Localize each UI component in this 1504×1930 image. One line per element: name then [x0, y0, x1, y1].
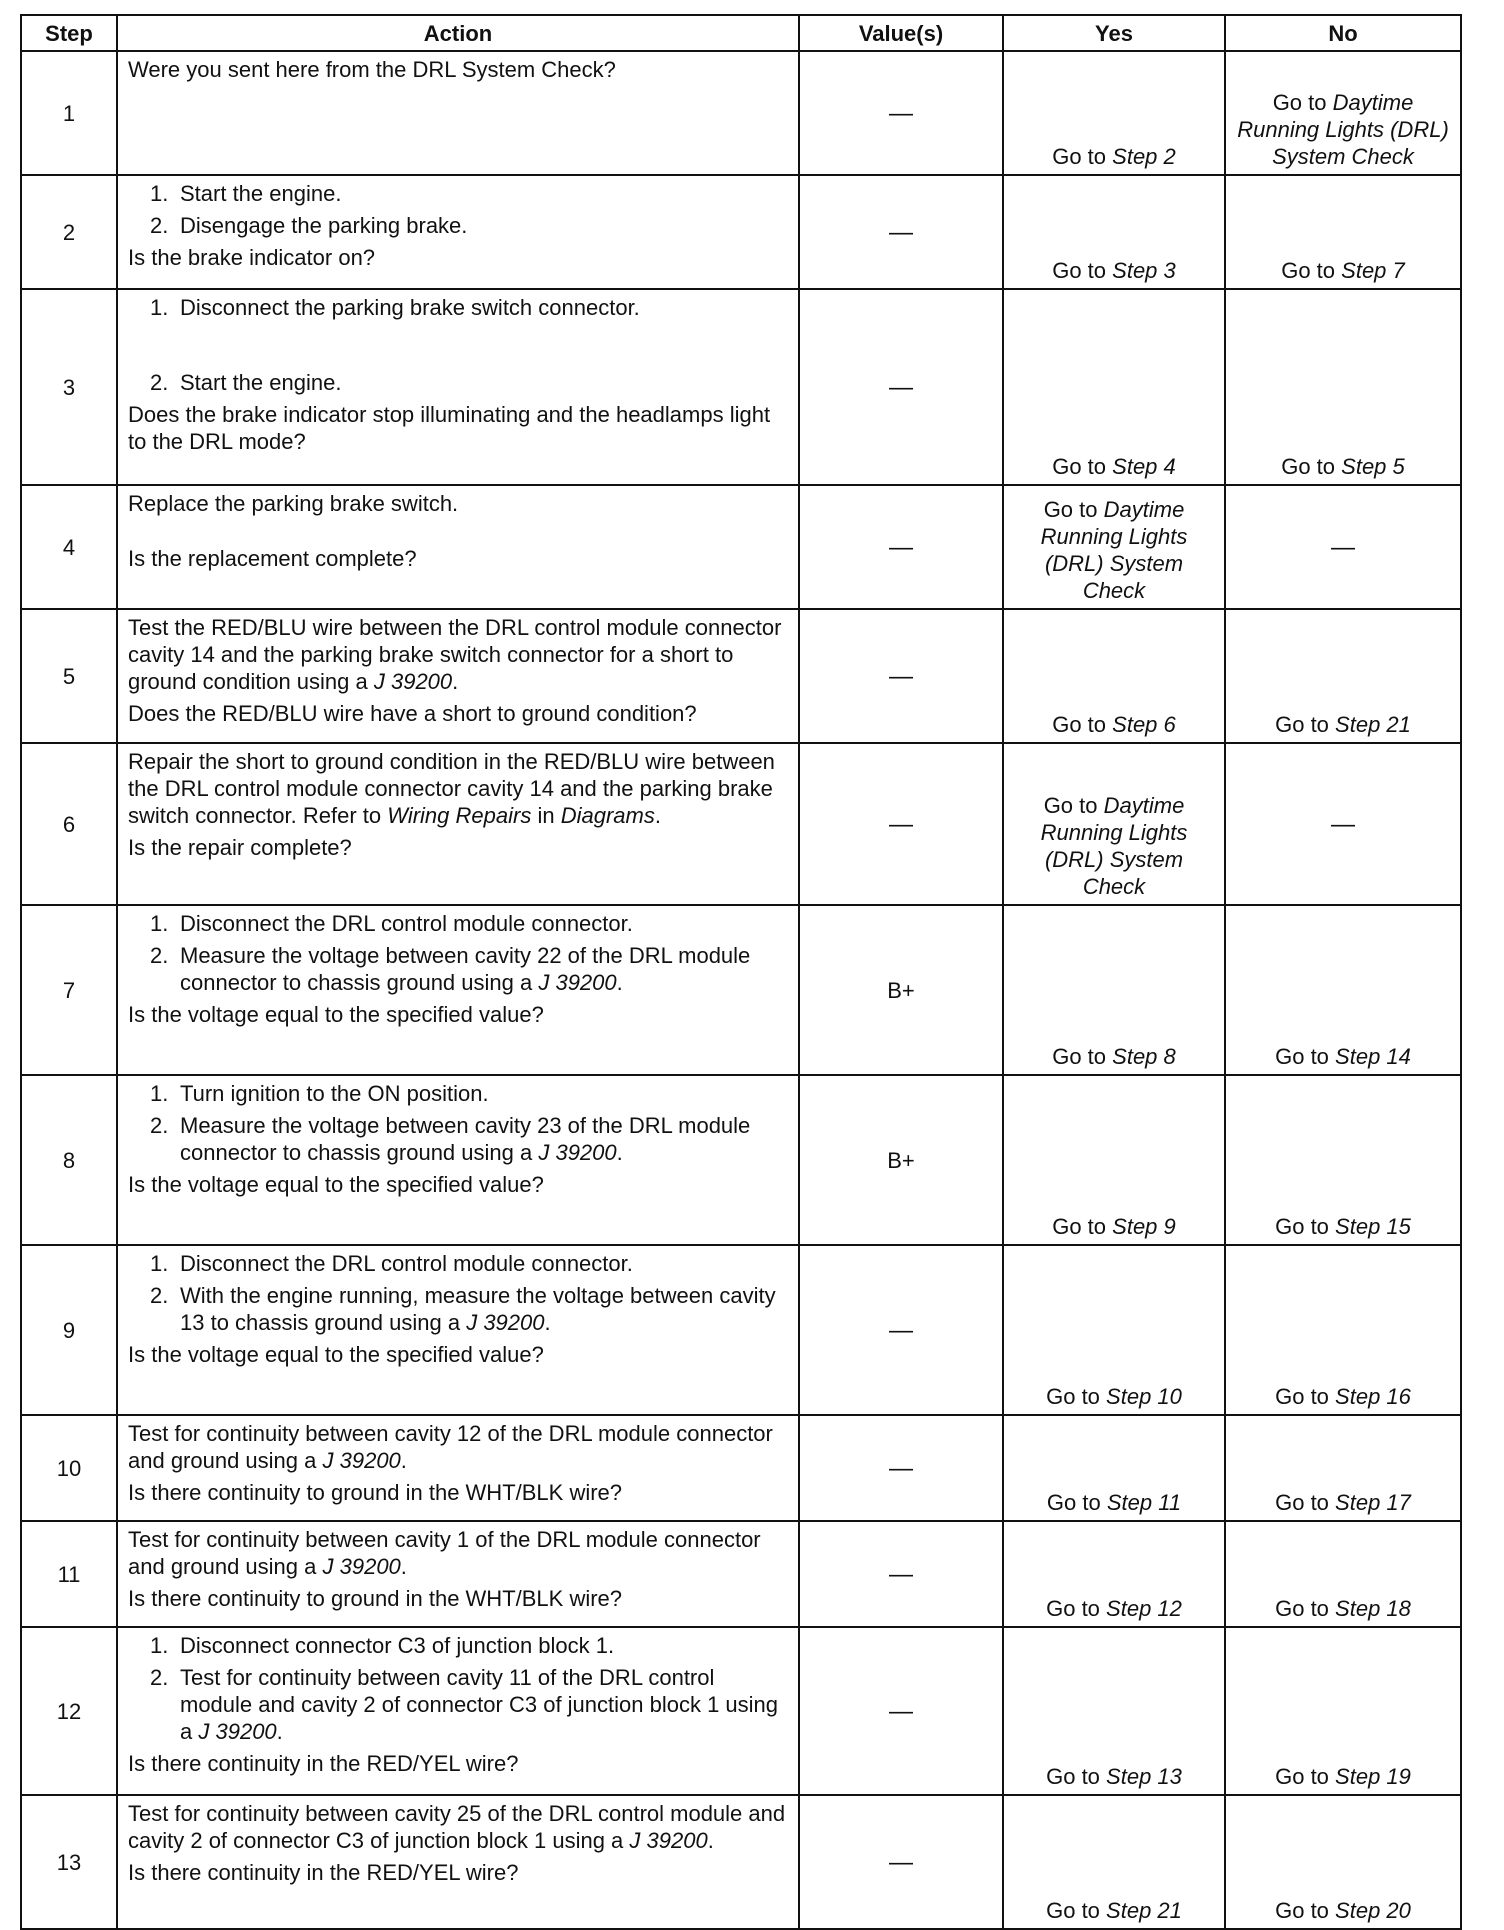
- table-row: [21, 1521, 1461, 1627]
- item-text: [180, 1080, 788, 1107]
- yes-cell: [1003, 1245, 1225, 1415]
- reference-link: Wiring Repairs: [387, 803, 532, 828]
- punctuation: .: [707, 1828, 714, 1853]
- header-step: Step: [21, 15, 117, 51]
- no-target-link: Step 15: [1335, 1214, 1411, 1239]
- item-number: 2.: [150, 1665, 169, 1690]
- reference-joiner: in: [537, 803, 555, 828]
- step-number: 9: [62, 1317, 76, 1343]
- tool-reference: J 39200: [373, 669, 453, 694]
- step-number: 2: [62, 219, 76, 245]
- item-text: [180, 1664, 788, 1745]
- punctuation: .: [654, 803, 661, 828]
- tool-reference: J 39200: [198, 1719, 277, 1744]
- yes-goto: Go to: [1052, 712, 1107, 737]
- no-cell: [1225, 1521, 1461, 1627]
- action-text-content: Is there continuity to ground in the WHT/BLK wire?: [128, 1480, 623, 1505]
- action-text-content: Is there continuity in the RED/YEL wire?: [128, 1751, 519, 1776]
- action-question: [128, 1341, 788, 1368]
- value-text: —: [889, 1697, 913, 1725]
- yes-target-link: Step 6: [1112, 712, 1176, 737]
- action-cell: [117, 485, 799, 609]
- action-question: [128, 545, 788, 572]
- no-goto: Go to: [1281, 258, 1336, 283]
- action-cell: [117, 609, 799, 743]
- item-text: [180, 212, 788, 239]
- no-target-link: Step 5: [1341, 454, 1405, 479]
- yes-target-link: Step 21: [1106, 1898, 1182, 1923]
- table-row: [21, 175, 1461, 289]
- punctuation: .: [400, 1448, 407, 1473]
- action-numbered-item: [128, 1080, 788, 1107]
- action-cell: [117, 1245, 799, 1415]
- item-text: [180, 180, 788, 207]
- no-goto: Go to: [1275, 1214, 1329, 1239]
- yes-target-link: Step 8: [1112, 1044, 1176, 1069]
- no-target-link: Step 14: [1335, 1044, 1411, 1069]
- value-text: —: [889, 810, 913, 838]
- step-number: 6: [62, 811, 76, 837]
- item-text-content: Start the engine.: [180, 181, 342, 206]
- value-cell: [799, 1245, 1003, 1415]
- punctuation: .: [452, 669, 459, 694]
- no-goto: Go to: [1275, 1490, 1329, 1515]
- value-cell: [799, 1415, 1003, 1521]
- yes-cell: [1003, 1075, 1225, 1245]
- no-target-link: Step 18: [1335, 1596, 1411, 1621]
- step-number: 1: [62, 100, 76, 126]
- item-text-content: Disengage the parking brake.: [180, 213, 468, 238]
- step-number: 8: [62, 1147, 76, 1173]
- reference-link: Diagrams: [560, 803, 655, 828]
- step-number-cell: [21, 609, 117, 743]
- yes-goto: Go to: [1052, 1214, 1107, 1239]
- action-text-content: Is the voltage equal to the specified value?: [128, 1002, 544, 1027]
- item-number: 2.: [150, 943, 169, 968]
- tool-reference: J 39200: [629, 1828, 708, 1853]
- no-cell: [1225, 743, 1461, 905]
- action-cell: [117, 1627, 799, 1795]
- item-text: [180, 294, 788, 321]
- yes-target-link: Step 2: [1112, 144, 1176, 169]
- action-cell: [117, 1521, 799, 1627]
- step-number: 10: [56, 1455, 82, 1481]
- table-row: [21, 743, 1461, 905]
- step-number-cell: [21, 1795, 117, 1929]
- item-text-content: With the engine running, measure the voltage between cavity 13 to chassis ground using a: [180, 1283, 776, 1335]
- action-text-content: Repair the short to ground condition in the RED/BLU wire between the DRL control module connector cavity 14 and the parking brake switch connector. Refer to: [128, 749, 775, 828]
- action-numbered-item: [128, 1250, 788, 1277]
- yes-cell: [1003, 905, 1225, 1075]
- item-text: [180, 910, 788, 937]
- action-numbered-item: [128, 1632, 788, 1659]
- step-number-cell: [21, 175, 117, 289]
- no-goto: Go to: [1275, 712, 1329, 737]
- no-goto: Go to: [1275, 1764, 1329, 1789]
- step-number-cell: [21, 1245, 117, 1415]
- step-number: 12: [56, 1698, 82, 1724]
- action-question: [128, 1750, 788, 1777]
- punctuation: .: [616, 970, 623, 995]
- table-row: [21, 485, 1461, 609]
- value-text: —: [889, 218, 913, 246]
- step-number: 4: [62, 534, 76, 560]
- action-cell: [117, 175, 799, 289]
- punctuation: .: [400, 1554, 407, 1579]
- action-cell: [117, 1075, 799, 1245]
- action-question: [128, 1585, 788, 1612]
- action-text: [128, 490, 788, 517]
- item-text: [180, 1250, 788, 1277]
- diagnostic-table-sheet: [20, 14, 1460, 1930]
- yes-cell: [1003, 609, 1225, 743]
- step-number-cell: [21, 743, 117, 905]
- yes-target-link: Step 3: [1112, 258, 1176, 283]
- action-text-content: Were you sent here from the DRL System Check?: [128, 57, 616, 82]
- no-goto: Go to: [1281, 454, 1336, 479]
- action-numbered-item: [128, 212, 788, 239]
- no-goto: Go to: [1275, 1384, 1329, 1409]
- step-number: 11: [57, 1561, 81, 1587]
- action-text-content: Is the voltage equal to the specified value?: [128, 1342, 544, 1367]
- value-cell: [799, 485, 1003, 609]
- no-goto: Go to: [1275, 1898, 1329, 1923]
- yes-cell: [1003, 175, 1225, 289]
- action-cell: [117, 905, 799, 1075]
- action-text: [128, 614, 788, 695]
- table-row: [21, 1075, 1461, 1245]
- action-text-content: Is the voltage equal to the specified value?: [128, 1172, 544, 1197]
- no-target-link: Step 17: [1335, 1490, 1411, 1515]
- item-text: [180, 369, 788, 396]
- item-number: 2.: [150, 1113, 169, 1138]
- item-number: 1.: [150, 295, 169, 320]
- value-text: —: [889, 1560, 913, 1588]
- no-cell: [1225, 485, 1461, 609]
- tool-reference: J 39200: [322, 1554, 401, 1579]
- action-numbered-item: [128, 1112, 788, 1166]
- yes-target-link: Step 9: [1112, 1214, 1176, 1239]
- yes-target-link: Step 13: [1106, 1764, 1182, 1789]
- value-text: —: [889, 533, 913, 561]
- table-row: [21, 1415, 1461, 1521]
- yes-goto: Go to: [1043, 497, 1098, 522]
- no-target-link: Daytime Running Lights (DRL) System Check: [1237, 90, 1449, 169]
- step-number-cell: [21, 1075, 117, 1245]
- action-text-content: Is there continuity to ground in the WHT/BLK wire?: [128, 1586, 623, 1611]
- value-text: —: [889, 1454, 913, 1482]
- action-text-content: Is the repair complete?: [128, 835, 352, 860]
- no-target-link: Step 19: [1335, 1764, 1411, 1789]
- yes-goto: Go to: [1046, 1384, 1100, 1409]
- value-cell: [799, 289, 1003, 485]
- item-number: 1.: [150, 1251, 169, 1276]
- yes-goto: Go to: [1046, 1490, 1101, 1515]
- value-cell: [799, 175, 1003, 289]
- value-cell: [799, 1521, 1003, 1627]
- diagnostic-table: [20, 14, 1462, 1930]
- value-cell: [799, 609, 1003, 743]
- no-cell: [1225, 289, 1461, 485]
- action-numbered-item: [128, 369, 788, 396]
- no-target-link: Step 20: [1335, 1898, 1411, 1923]
- action-question: [128, 1171, 788, 1198]
- table-row: [21, 1795, 1461, 1929]
- action-text-content: Does the RED/BLU wire have a short to ground condition?: [128, 701, 697, 726]
- value-text: —: [889, 373, 913, 401]
- item-text-content: Measure the voltage between cavity 22 of the DRL module connector to chassis ground using a: [180, 943, 751, 995]
- action-cell: [117, 743, 799, 905]
- action-cell: [117, 1795, 799, 1929]
- item-number: 1.: [150, 1081, 169, 1106]
- yes-goto: Go to: [1052, 258, 1107, 283]
- yes-cell: [1003, 1627, 1225, 1795]
- step-number-cell: [21, 289, 117, 485]
- yes-goto: Go to: [1052, 144, 1107, 169]
- action-text-content: Does the brake indicator stop illuminating and the headlamps light to the DRL mode?: [128, 402, 771, 454]
- item-text-content: Turn ignition to the ON position.: [180, 1081, 489, 1106]
- tool-reference: J 39200: [538, 970, 617, 995]
- yes-goto: Go to: [1046, 1764, 1100, 1789]
- punctuation: .: [616, 1140, 623, 1165]
- action-cell: [117, 1415, 799, 1521]
- action-text-content: Replace the parking brake switch.: [128, 491, 459, 516]
- item-text: [180, 1112, 788, 1166]
- table-body: [21, 51, 1461, 1929]
- no-cell: [1225, 175, 1461, 289]
- no-cell: [1225, 609, 1461, 743]
- yes-target-link: Daytime Running Lights (DRL) System Check: [1040, 497, 1188, 603]
- no-target-link: Step 7: [1341, 258, 1405, 283]
- item-text-content: Test for continuity between cavity 11 of the DRL control module and cavity 2 of connector C3 of junction block 1 using a: [180, 1665, 779, 1744]
- item-number: 2.: [150, 1283, 169, 1308]
- action-text-content: Is there continuity in the RED/YEL wire?: [128, 1860, 519, 1885]
- yes-target-link: Step 11: [1106, 1490, 1182, 1515]
- header-action: Action: [117, 15, 799, 51]
- yes-target-link: Step 4: [1112, 454, 1176, 479]
- action-text-content: Is the replacement complete?: [128, 546, 417, 571]
- item-text-content: Disconnect connector C3 of junction block 1.: [180, 1633, 615, 1658]
- action-text-content: Test for continuity between cavity 25 of the DRL control module and cavity 2 of connector C3 of junction block 1 using a: [128, 1801, 786, 1853]
- action-question: [128, 1859, 788, 1886]
- action-cell: [117, 51, 799, 175]
- value-text: —: [889, 1316, 913, 1344]
- no-dash: —: [1331, 533, 1355, 561]
- no-dash: —: [1331, 810, 1355, 838]
- value-text: —: [889, 1848, 913, 1876]
- no-cell: [1225, 1795, 1461, 1929]
- item-number: 2.: [150, 370, 169, 395]
- action-text: [128, 1526, 788, 1580]
- step-number-cell: [21, 1415, 117, 1521]
- item-text-content: Disconnect the parking brake switch connector.: [180, 295, 640, 320]
- yes-cell: [1003, 51, 1225, 175]
- table-row: [21, 1245, 1461, 1415]
- item-text: [180, 942, 788, 996]
- item-number: 1.: [150, 181, 169, 206]
- item-text-content: Disconnect the DRL control module connector.: [180, 1251, 633, 1276]
- step-number-cell: [21, 905, 117, 1075]
- punctuation: .: [276, 1719, 283, 1744]
- action-text: [128, 56, 788, 83]
- no-goto: Go to: [1275, 1044, 1329, 1069]
- value-text: B+: [887, 977, 915, 1003]
- step-number-cell: [21, 1627, 117, 1795]
- header-yes: Yes: [1003, 15, 1225, 51]
- action-numbered-item: [128, 942, 788, 996]
- yes-cell: [1003, 1415, 1225, 1521]
- yes-target-link: Step 12: [1106, 1596, 1182, 1621]
- yes-target-link: Daytime Running Lights (DRL) System Check: [1040, 793, 1188, 899]
- step-number-cell: [21, 1521, 117, 1627]
- action-numbered-item: [128, 180, 788, 207]
- action-question: [128, 700, 788, 727]
- step-number-cell: [21, 51, 117, 175]
- yes-goto: Go to: [1046, 1898, 1100, 1923]
- value-cell: [799, 51, 1003, 175]
- item-text: [180, 1282, 788, 1336]
- no-cell: [1225, 1075, 1461, 1245]
- action-text-content: Test the RED/BLU wire between the DRL control module connector cavity 14 and the parking brake switch connector for a short to ground condition using a: [128, 615, 782, 694]
- item-number: 1.: [150, 1633, 169, 1658]
- step-number: 7: [62, 977, 76, 1003]
- no-goto: Go to: [1275, 1596, 1329, 1621]
- step-number: 3: [62, 374, 76, 400]
- item-text: [180, 1632, 788, 1659]
- value-text: —: [889, 99, 913, 127]
- yes-cell: [1003, 1795, 1225, 1929]
- punctuation: .: [544, 1310, 551, 1335]
- step-number-cell: [21, 485, 117, 609]
- value-text: B+: [887, 1147, 915, 1173]
- action-question: [128, 1001, 788, 1028]
- yes-goto: Go to: [1043, 793, 1098, 818]
- value-cell: [799, 905, 1003, 1075]
- table-row: [21, 1627, 1461, 1795]
- action-question: [128, 834, 788, 861]
- table-row: [21, 51, 1461, 175]
- action-question: [128, 244, 788, 271]
- item-number: 2.: [150, 213, 169, 238]
- no-cell: [1225, 51, 1461, 175]
- action-numbered-item: [128, 294, 788, 321]
- item-number: 1.: [150, 911, 169, 936]
- no-cell: [1225, 1415, 1461, 1521]
- no-target-link: Step 21: [1335, 712, 1411, 737]
- no-goto: Go to: [1272, 90, 1327, 115]
- action-question: [128, 401, 788, 455]
- tool-reference: J 39200: [466, 1310, 545, 1335]
- action-numbered-item: [128, 1664, 788, 1745]
- table-header-row: [21, 15, 1461, 51]
- no-cell: [1225, 905, 1461, 1075]
- yes-cell: [1003, 1521, 1225, 1627]
- action-numbered-item: [128, 910, 788, 937]
- item-text-content: Disconnect the DRL control module connector.: [180, 911, 633, 936]
- action-cell: [117, 289, 799, 485]
- action-numbered-item: [128, 1282, 788, 1336]
- table-row: [21, 609, 1461, 743]
- value-cell: [799, 1627, 1003, 1795]
- header-no: No: [1225, 15, 1461, 51]
- yes-cell: [1003, 485, 1225, 609]
- action-text: [128, 748, 788, 829]
- no-cell: [1225, 1627, 1461, 1795]
- item-text-content: Measure the voltage between cavity 23 of the DRL module connector to chassis ground using a: [180, 1113, 751, 1165]
- step-number: 13: [56, 1849, 82, 1875]
- value-cell: [799, 1795, 1003, 1929]
- action-question: [128, 1479, 788, 1506]
- action-text: [128, 1800, 788, 1854]
- yes-target-link: Step 10: [1106, 1384, 1182, 1409]
- action-text: [128, 1420, 788, 1474]
- action-text-content: Test for continuity between cavity 12 of the DRL module connector and ground using a: [128, 1421, 773, 1473]
- no-target-link: Step 16: [1335, 1384, 1411, 1409]
- yes-goto: Go to: [1052, 454, 1107, 479]
- header-values: Value(s): [799, 15, 1003, 51]
- tool-reference: J 39200: [538, 1140, 617, 1165]
- table-row: [21, 289, 1461, 485]
- table-row: [21, 905, 1461, 1075]
- yes-goto: Go to: [1052, 1044, 1107, 1069]
- action-text-content: Test for continuity between cavity 1 of the DRL module connector and ground using a: [128, 1527, 761, 1579]
- value-cell: [799, 1075, 1003, 1245]
- item-text-content: Start the engine.: [180, 370, 342, 395]
- tool-reference: J 39200: [322, 1448, 401, 1473]
- yes-goto: Go to: [1046, 1596, 1100, 1621]
- no-cell: [1225, 1245, 1461, 1415]
- value-text: —: [889, 662, 913, 690]
- step-number: 5: [62, 663, 76, 689]
- yes-cell: [1003, 743, 1225, 905]
- value-cell: [799, 743, 1003, 905]
- action-text-content: Is the brake indicator on?: [128, 245, 376, 270]
- yes-cell: [1003, 289, 1225, 485]
